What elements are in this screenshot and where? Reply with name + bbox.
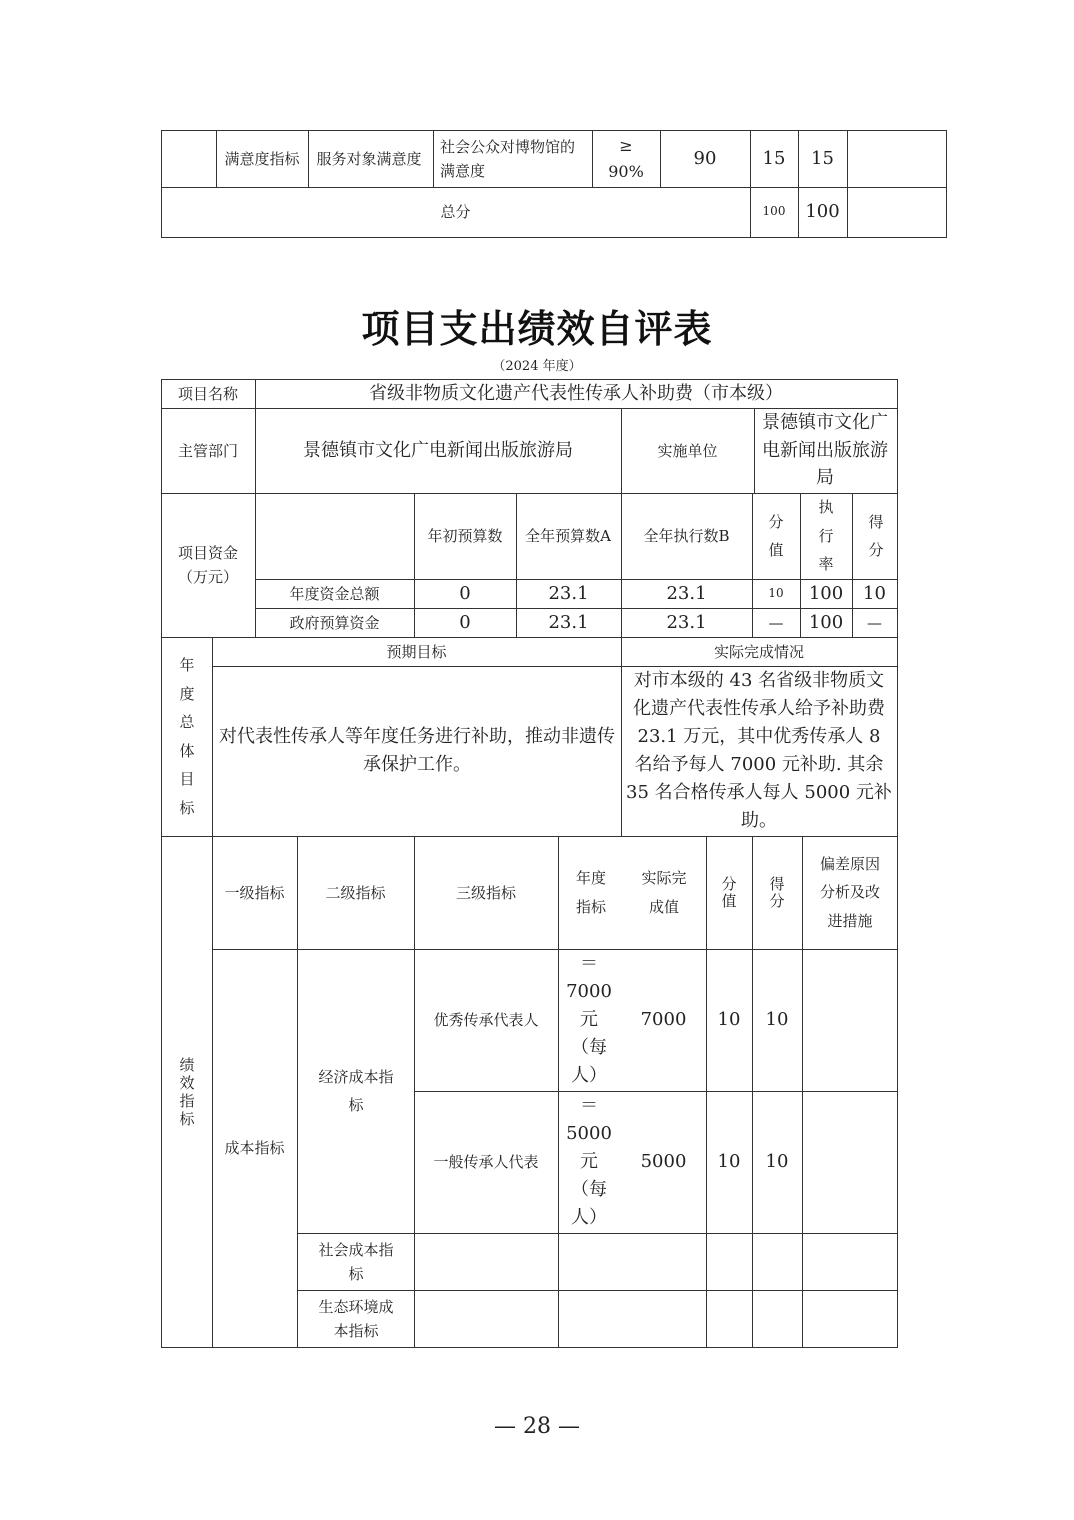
ind-row-actual: 5000 [640,1151,687,1173]
ind-row-target: ＝5000元（每人） [566,1095,612,1228]
impl-label: 实施单位 [657,441,718,460]
ind-header-target: 年度指标 [575,869,606,916]
funds-header-initial: 年初预算数 [427,527,503,545]
ind-row-level3: 一般传承人代表 [433,1153,539,1171]
ind-row-score: 10 [765,1009,789,1031]
funds-row-rate: 100 [808,611,844,633]
funds-header-executed: 全年执行数B [643,527,730,545]
ind-row-target: ＝7000元（每人） [566,953,612,1086]
funds-row-weight: 10 [768,585,784,600]
ind-header-score: 得分 [769,875,785,910]
goals-label: 年度总体目标 [179,656,195,817]
ind-header-level2: 二级指标 [325,883,386,902]
ind-header-actual: 实际完成值 [641,869,687,916]
goals-actual: 对市本级的 43 名省级非物质文化遗产代表性传承人给予补助费 23.1 万元，其中优秀传承人 8 名给予每人 7000 元补助. 其余 35 名合格传承人每人 5000 元补助。 [626,670,892,831]
funds-row-annual: 23.1 [548,582,589,604]
page-number: — 28 — [494,1414,580,1439]
funds-row-name: 年度资金总额 [289,584,380,603]
page-subtitle: （2024 年度） [492,359,582,374]
prev-target: ≥ 90% [608,135,644,181]
funds-row-score: — [867,613,882,632]
prev-total-label: 总分 [440,203,471,221]
goals-actual-header: 实际完成情况 [713,642,804,661]
dept-value: 景德镇市文化广电新闻出版旅游局 [303,439,573,461]
prev-level1: 满意度指标 [224,149,300,168]
ind-level2-eco-env: 生态环境成本指标 [318,1297,394,1340]
ind-level1-cost: 成本指标 [224,1139,285,1157]
ind-header-weight: 分值 [721,875,737,910]
funds-label: 项目资金（万元） [177,544,238,586]
prev-total-score: 100 [805,201,840,223]
prev-level3: 社会公众对博物馆的满意度 [440,137,576,180]
ind-row-actual: 7000 [640,1009,687,1031]
ind-row-weight: 10 [717,1009,741,1031]
impl-value: 景德镇市文化广电新闻出版旅游局 [762,411,888,489]
funds-row-weight: — [768,613,784,632]
funds-header-annual: 全年预算数A [525,527,611,545]
ind-header-level3: 三级指标 [455,883,516,902]
indicators-label: 绩效指标 [179,1055,195,1128]
funds-row-executed: 23.1 [666,611,707,633]
ind-row-weight: 10 [717,1151,741,1173]
goals-expected-header: 预期目标 [386,642,447,661]
funds-header-score: 得分 [868,512,884,559]
ind-header-level1: 一级指标 [224,883,285,902]
dept-label: 主管部门 [177,441,238,460]
ind-level2-social: 社会成本指标 [318,1240,394,1283]
prev-weight: 15 [762,147,786,169]
ind-header-remark: 偏差原因分析及改进措施 [819,854,880,930]
ind-row-score: 10 [765,1151,789,1173]
funds-row-initial: 0 [459,611,471,633]
prev-score: 15 [811,147,834,169]
funds-row-initial: 0 [459,582,471,604]
funds-row-score: 10 [863,582,886,604]
project-name-label: 项目名称 [177,384,238,403]
prev-actual: 90 [693,147,717,169]
funds-row-annual: 23.1 [548,611,589,633]
goals-expected: 对代表性传承人等年度任务进行补助，推动非遗传承保护工作。 [219,726,615,775]
ind-level2-economic: 经济成本指标 [318,1067,394,1114]
ind-row-level3: 优秀传承代表人 [433,1011,539,1029]
funds-row-executed: 23.1 [666,582,707,604]
prev-total-weight: 100 [762,204,786,219]
funds-row-name: 政府预算资金 [289,613,380,632]
prev-level2: 服务对象满意度 [316,149,422,168]
funds-header-weight: 分值 [768,512,784,559]
funds-header-rate: 执行率 [818,498,834,574]
funds-row-rate: 100 [808,582,844,604]
page-title: 项目支出绩效自评表 [361,307,713,351]
project-name: 省级非物质文化遗产代表性传承人补助费（市本级） [369,382,783,404]
